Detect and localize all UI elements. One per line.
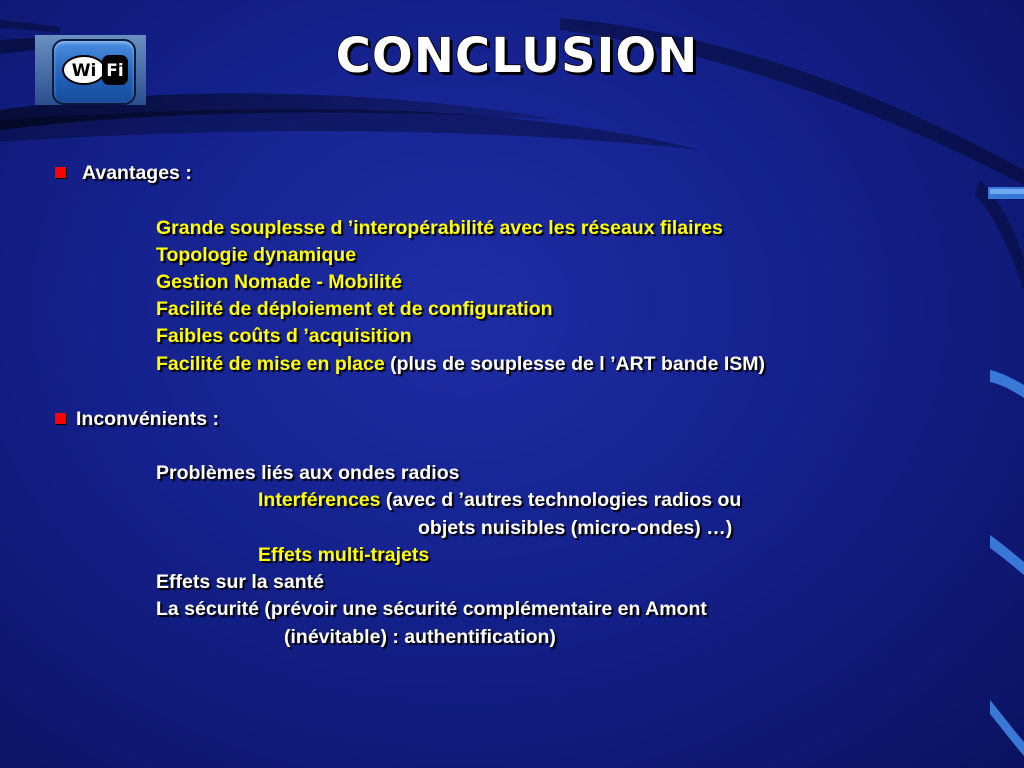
advantage-last-note: (plus de souplesse de l ’ART bande ISM) (390, 353, 765, 375)
advantage-item-last (156, 352, 765, 376)
advantage-item: Grande souplesse d ’interopérabilité avec les réseaux filaires (156, 217, 723, 239)
slide-title: CONCLUSION (335, 28, 699, 84)
svg-text:Wi: Wi (71, 61, 97, 81)
advantage-item: Faibles coûts d ’acquisition (156, 325, 412, 347)
drawback-health: Effets sur la santé (156, 571, 324, 593)
bullet-avantages-icon (55, 167, 66, 178)
interference-note-2: objets nuisibles (micro-ondes) …) (418, 517, 733, 539)
drawbacks-heading: Inconvénients : (76, 408, 220, 430)
drawback-security-1: La sécurité (prévoir une sécurité complémentaire en Amont (156, 598, 707, 620)
bullet-inconvenients-icon (55, 413, 66, 424)
drawback-radio-problems: Problèmes liés aux ondes radios (156, 462, 460, 484)
advantage-item: Topologie dynamique (156, 244, 357, 266)
interference-main: Interférences (258, 489, 381, 511)
advantage-item: Gestion Nomade - Mobilité (156, 271, 402, 293)
advantages-heading: Avantages : (82, 162, 192, 184)
drawback-multipath: Effets multi-trajets (258, 544, 430, 566)
advantage-item: Facilité de déploiement et de configuration (156, 298, 553, 320)
advantage-last-main: Facilité de mise en place (156, 353, 385, 375)
drawback-interference (258, 488, 741, 512)
drawback-security-2: (inévitable) : authentification) (284, 626, 556, 648)
svg-text:Fi: Fi (106, 61, 124, 81)
interference-note-1: (avec d ’autres technologies radios ou (385, 489, 742, 511)
